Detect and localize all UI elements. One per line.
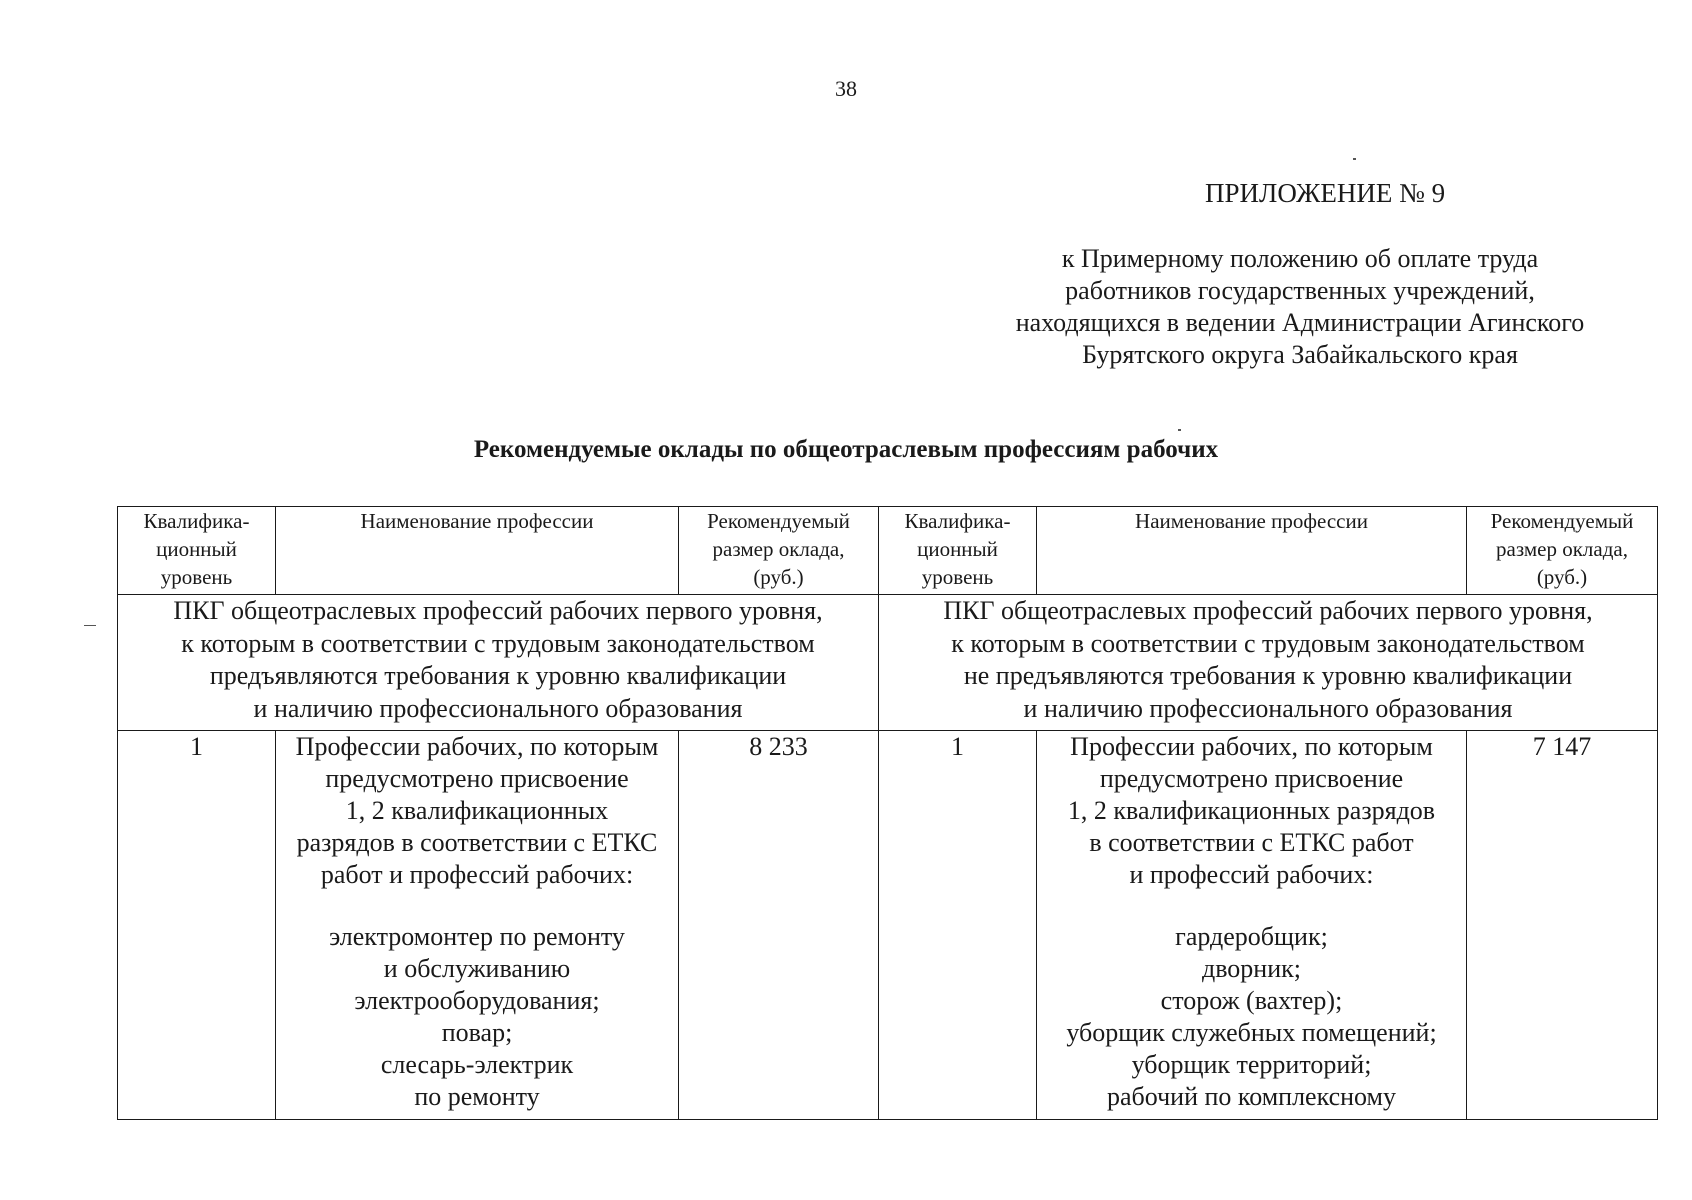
appendix-description-line: находящихся в ведении Администрации Агинского [1015, 308, 1585, 337]
group-header-left: ПКГ общеотраслевых профессий рабочих первого уровня, к которым в соответствии с трудовым законодательством предъявляются требования к уровню квалификации и наличию профессионального образования [118, 595, 879, 731]
qualification-level-cell: 1 [879, 731, 1037, 1120]
header-profession-name: Наименование профессии [1037, 507, 1467, 595]
appendix-description [990, 243, 1610, 371]
profession-cell: Профессии рабочих, по которым предусмотрено присвоение 1, 2 квалификационных разрядов в соответствии с ЕТКС работ и профессий рабочих: гардеробщик; дворник; сторож (вахтер); уборщик служебных помещений; уборщик территорий; рабочий по комплексному [1037, 731, 1467, 1120]
header-recommended-salary: Рекомендуемый размер оклада, (руб.) [1467, 507, 1658, 595]
salary-cell: 8 233 [679, 731, 879, 1120]
salary-cell: 7 147 [1467, 731, 1658, 1120]
salary-table [117, 506, 1658, 1120]
spacer [1037, 891, 1466, 921]
header-recommended-salary: Рекомендуемый размер оклада, (руб.) [679, 507, 879, 595]
appendix-description-line: к Примерному положению об оплате труда [1061, 244, 1539, 273]
header-profession-name: Наименование профессии [276, 507, 679, 595]
appendix-description-line: работников государственных учреждений, [1065, 276, 1535, 305]
spacer [276, 891, 678, 921]
profession-cell: Профессии рабочих, по которым предусмотрено присвоение 1, 2 квалификационных разрядов в соответствии с ЕТКС работ и профессий рабочих: электромонтер по ремонту и обслуживанию электрооборудования; повар; слесарь-электрик по ремонту [276, 731, 679, 1120]
scan-speck [1178, 429, 1181, 431]
document-title: Рекомендуемые оклады по общеотраслевым профессиям рабочих [473, 436, 1219, 463]
appendix-description-line: Бурятского округа Забайкальского края [1082, 340, 1518, 369]
scan-mark [84, 625, 96, 626]
scan-speck [1353, 158, 1356, 160]
group-row [118, 595, 1658, 731]
header-row [118, 507, 1658, 595]
header-qualification-level: Квалифика- ционный уровень [118, 507, 276, 595]
header-qualification-level: Квалифика- ционный уровень [879, 507, 1037, 595]
page-number: 38 [835, 76, 857, 101]
table-row [118, 731, 1658, 1120]
qualification-level-cell: 1 [118, 731, 276, 1120]
group-header-right: ПКГ общеотраслевых профессий рабочих первого уровня, к которым в соответствии с трудовым законодательством не предъявляются требования к уровню квалификации и наличию профессионального образования [879, 595, 1658, 731]
appendix-title: ПРИЛОЖЕНИЕ № 9 [1205, 178, 1446, 208]
